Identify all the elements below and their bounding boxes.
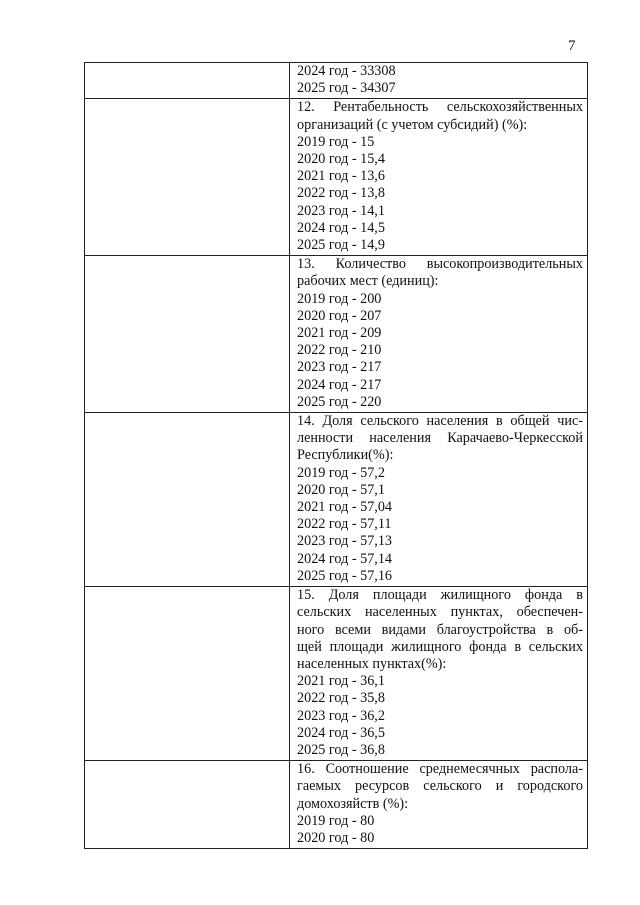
- heading-line: организаций (с учетом субсидий) (%):: [297, 116, 528, 133]
- empty-left-cell: [85, 256, 290, 413]
- year-value-line: 2025 год - 14,9: [297, 237, 385, 254]
- indicator-cell: [290, 99, 588, 256]
- indicator-block-row: [85, 63, 588, 99]
- year-value-line: 2022 год - 13,8: [297, 185, 385, 202]
- indicator-content: [290, 761, 587, 848]
- year-value-line: 2021 год - 57,04: [297, 499, 393, 516]
- year-value-line: 2025 год - 34307: [297, 80, 396, 97]
- empty-left-cell: [85, 63, 290, 99]
- year-value-line: 2024 год - 217: [297, 376, 382, 393]
- indicator-cell: [290, 63, 588, 99]
- indicator-heading: [297, 256, 583, 290]
- heading-line: 13. Количество высокопроизводительных: [297, 256, 583, 273]
- indicator-content: [290, 413, 587, 586]
- year-value-line: 2021 год - 209: [297, 325, 382, 342]
- year-value-line: 2019 год - 57,2: [297, 464, 385, 481]
- indicators-table: [84, 62, 588, 849]
- empty-left-cell: [85, 587, 290, 761]
- indicator-cell: [290, 413, 588, 587]
- year-value-line: 2021 год - 36,1: [297, 673, 385, 690]
- heading-line: 15. Доля площади жилищного фонда в: [297, 587, 583, 604]
- year-value-line: 2020 год - 57,1: [297, 481, 385, 498]
- year-value-line: 2024 год - 14,5: [297, 219, 385, 236]
- year-value-line: 2025 год - 36,8: [297, 741, 385, 758]
- year-value-line: 2023 год - 14,1: [297, 202, 385, 219]
- year-value-line: 2025 год - 220: [297, 393, 382, 410]
- year-value-line: 2024 год - 36,5: [297, 724, 385, 741]
- heading-line: 12. Рентабельность сельскохозяйственных: [297, 99, 583, 116]
- indicator-heading: [297, 413, 583, 465]
- year-value-line: 2024 год - 57,14: [297, 550, 393, 567]
- indicator-content: [290, 63, 587, 98]
- indicator-block-row: [85, 99, 588, 256]
- heading-line: сельских населенных пунктах, обеспечен-: [297, 604, 583, 621]
- heading-line: ного всеми видами благоустройства в об-: [297, 621, 583, 638]
- indicator-block-row: [85, 587, 588, 761]
- year-value-line: 2019 год - 80: [297, 812, 375, 829]
- heading-line: населенных пунктах(%):: [297, 655, 447, 672]
- year-value-line: 2020 год - 207: [297, 307, 382, 324]
- heading-line: щей площади жилищного фонда в сельских: [297, 638, 583, 655]
- empty-left-cell: [85, 413, 290, 587]
- indicator-content: [290, 256, 587, 412]
- heading-line: Республики(%):: [297, 447, 394, 464]
- heading-line: 16. Соотношение среднемесячных распола-: [297, 761, 583, 778]
- year-value-line: 2024 год - 33308: [297, 63, 396, 79]
- indicator-cell: [290, 761, 588, 849]
- year-value-line: 2019 год - 15: [297, 133, 375, 150]
- year-value-line: 2025 год - 57,16: [297, 567, 393, 584]
- year-value-line: 2022 год - 210: [297, 342, 382, 359]
- year-value-line: 2021 год - 13,6: [297, 168, 385, 185]
- heading-line: 14. Доля сельского населения в общей чис-: [297, 413, 583, 430]
- indicator-block-row: [85, 256, 588, 413]
- indicator-heading: [297, 761, 583, 813]
- heading-line: гаемых ресурсов сельского и городского: [297, 778, 583, 795]
- year-value-line: 2023 год - 57,13: [297, 533, 393, 550]
- indicator-content: [290, 99, 587, 255]
- indicator-cell: [290, 256, 588, 413]
- year-value-line: 2022 год - 35,8: [297, 690, 385, 707]
- indicator-block-row: [85, 761, 588, 849]
- empty-left-cell: [85, 761, 290, 849]
- indicator-cell: [290, 587, 588, 761]
- indicator-heading: [297, 587, 583, 673]
- empty-left-cell: [85, 99, 290, 256]
- year-value-line: 2023 год - 217: [297, 359, 382, 376]
- heading-line: домохозяйств (%):: [297, 795, 409, 812]
- year-value-line: 2020 год - 80: [297, 829, 375, 846]
- page-number: 7: [568, 38, 576, 54]
- indicator-block-row: [85, 413, 588, 587]
- indicator-content: [290, 587, 587, 760]
- indicator-heading: [297, 99, 583, 133]
- year-value-line: 2019 год - 200: [297, 290, 382, 307]
- heading-line: ленности населения Карачаево-Черкесской: [297, 430, 583, 447]
- year-value-line: 2022 год - 57,11: [297, 516, 392, 533]
- heading-line: рабочих мест (единиц):: [297, 273, 439, 290]
- year-value-line: 2023 год - 36,2: [297, 707, 385, 724]
- year-value-line: 2020 год - 15,4: [297, 151, 385, 168]
